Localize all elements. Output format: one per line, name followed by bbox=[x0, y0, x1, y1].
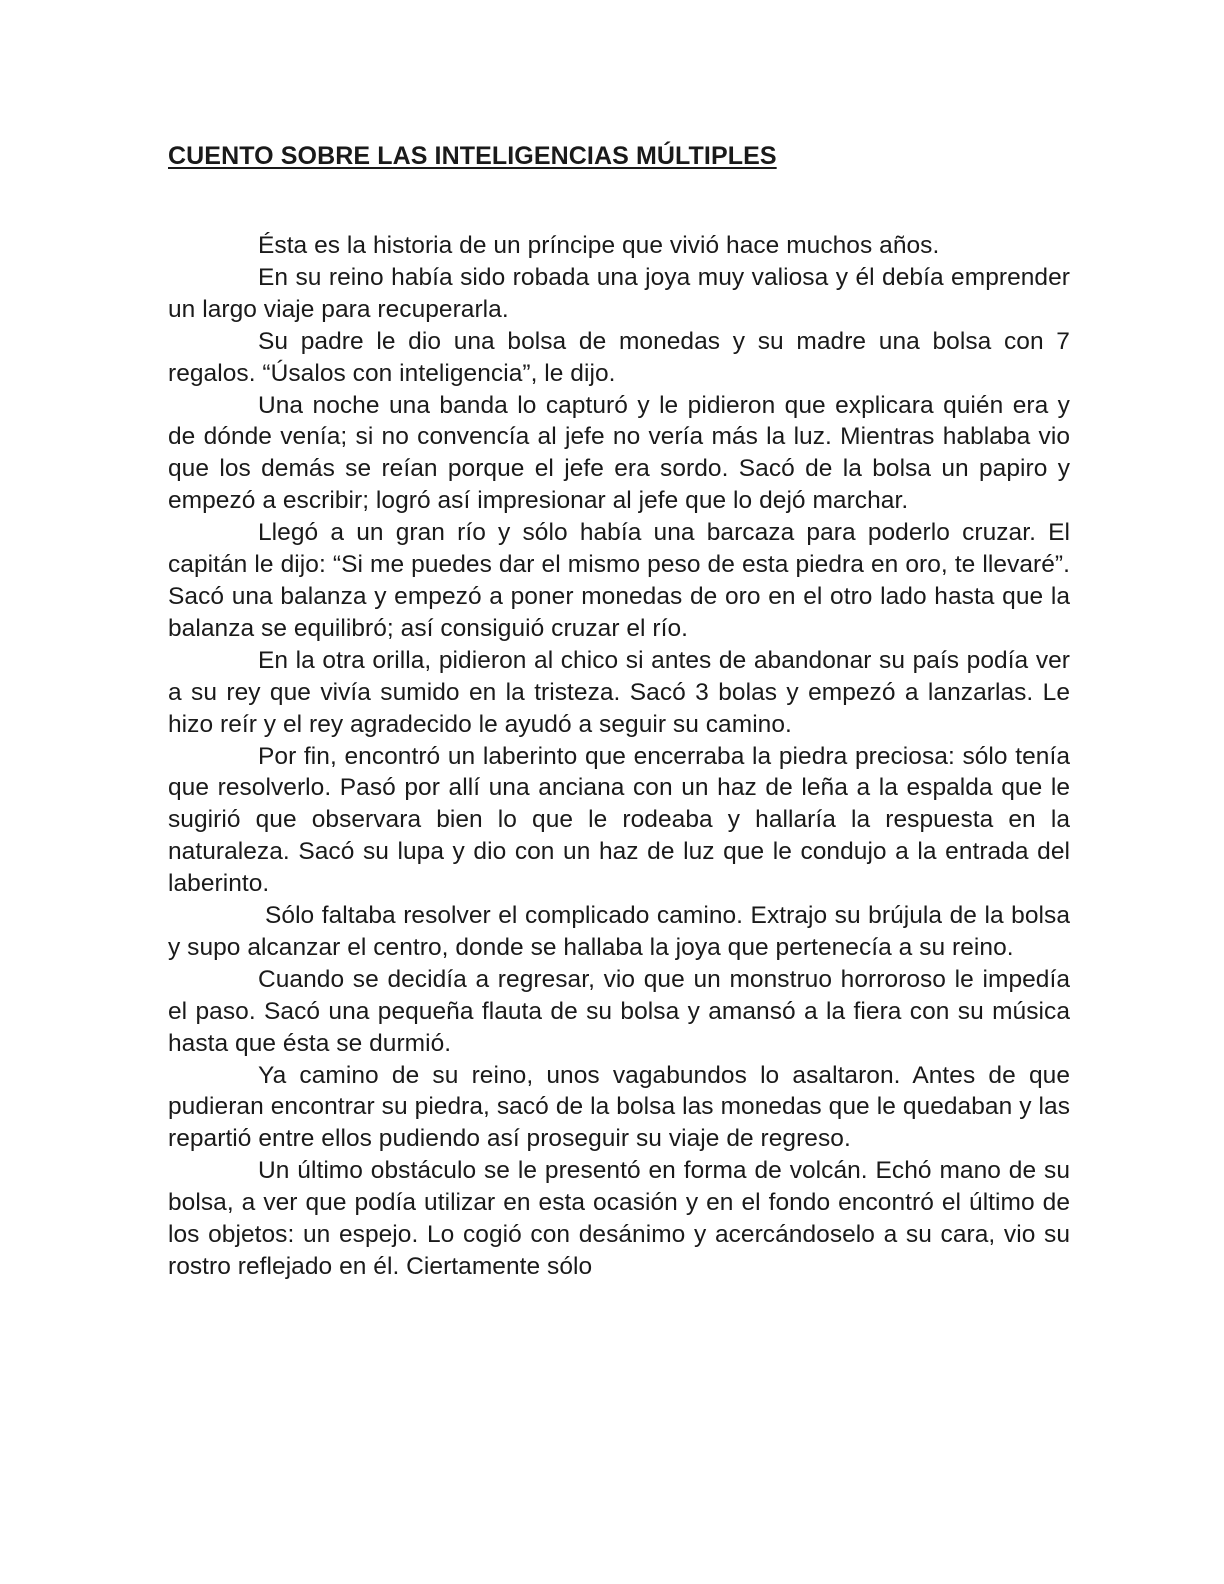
paragraph-8: Sólo faltaba resolver el complicado camino. Extrajo su brújula de la bolsa y supo alcanzar el centro, donde se hallaba la joya que pertenecía a su reino. bbox=[168, 902, 1070, 961]
paragraph-9: Cuando se decidía a regresar, vio que un monstruo horroroso le impedía el paso. Sacó una pequeña flauta de su bolsa y amansó a la fiera con su música hasta que ésta se durmió. bbox=[168, 965, 1070, 1057]
paragraph-7: Por fin, encontró un laberinto que encerraba la piedra preciosa: sólo tenía que resolverlo. Pasó por allí una anciana con un haz de leña a la espalda que le sugirió que observara bien lo que le rodeaba y hallaría la respuesta en la naturaleza. Sacó su lupa y dio con un haz de luz que le condujo a la entrada del laberinto. bbox=[168, 742, 1070, 898]
document-page bbox=[168, 138, 1070, 1283]
document-body bbox=[168, 230, 1070, 1283]
document-title: CUENTO SOBRE LAS INTELIGENCIAS MÚLTIPLES bbox=[168, 142, 777, 170]
paragraph-4: Una noche una banda lo capturó y le pidieron que explicara quién era y de dónde venía; si no convencía al jefe no vería más la luz. Mientras hablaba vio que los demás se reían porque el jefe era sordo. Sacó de la bolsa un papiro y empezó a escribir; logró así impresionar al jefe que lo dejó marchar. bbox=[168, 391, 1070, 515]
paragraph-3: Su padre le dio una bolsa de monedas y su madre una bolsa con 7 regalos. “Úsalos con inteligencia”, le dijo. bbox=[168, 327, 1070, 387]
paragraph-5: Llegó a un gran río y sólo había una barcaza para poderlo cruzar. El capitán le dijo: “Si me puedes dar el mismo peso de esta piedra en oro, te llevaré”. Sacó una balanza y empezó a poner monedas de oro en el otro lado hasta que la balanza se equilibró; así consiguió cruzar el río. bbox=[168, 519, 1070, 642]
paragraph-1: Ésta es la historia de un príncipe que vivió hace muchos años. bbox=[258, 232, 940, 259]
paragraph-2: En su reino había sido robada una joya muy valiosa y él debía emprender un largo viaje para recuperarla. bbox=[168, 263, 1070, 323]
paragraph-11: Un último obstáculo se le presentó en forma de volcán. Echó mano de su bolsa, a ver que podía utilizar en esta ocasión y en el fondo encontró el último de los objetos: un espejo. Lo cogió con desánimo y acercándoselo a su cara, vio su rostro reflejado en él. Ciertamente sólo bbox=[168, 1157, 1070, 1280]
paragraph-6: En la otra orilla, pidieron al chico si antes de abandonar su país podía ver a su rey que vivía sumido en la tristeza. Sacó 3 bolas y empezó a lanzarlas. Le hizo reír y el rey agradecido le ayudó a seguir su camino. bbox=[168, 646, 1070, 738]
paragraph-10: Ya camino de su reino, unos vagabundos lo asaltaron. Antes de que pudieran encontrar su piedra, sacó de la bolsa las monedas que le quedaban y las repartió entre ellos pudiendo así proseguir su viaje de regreso. bbox=[168, 1061, 1070, 1153]
